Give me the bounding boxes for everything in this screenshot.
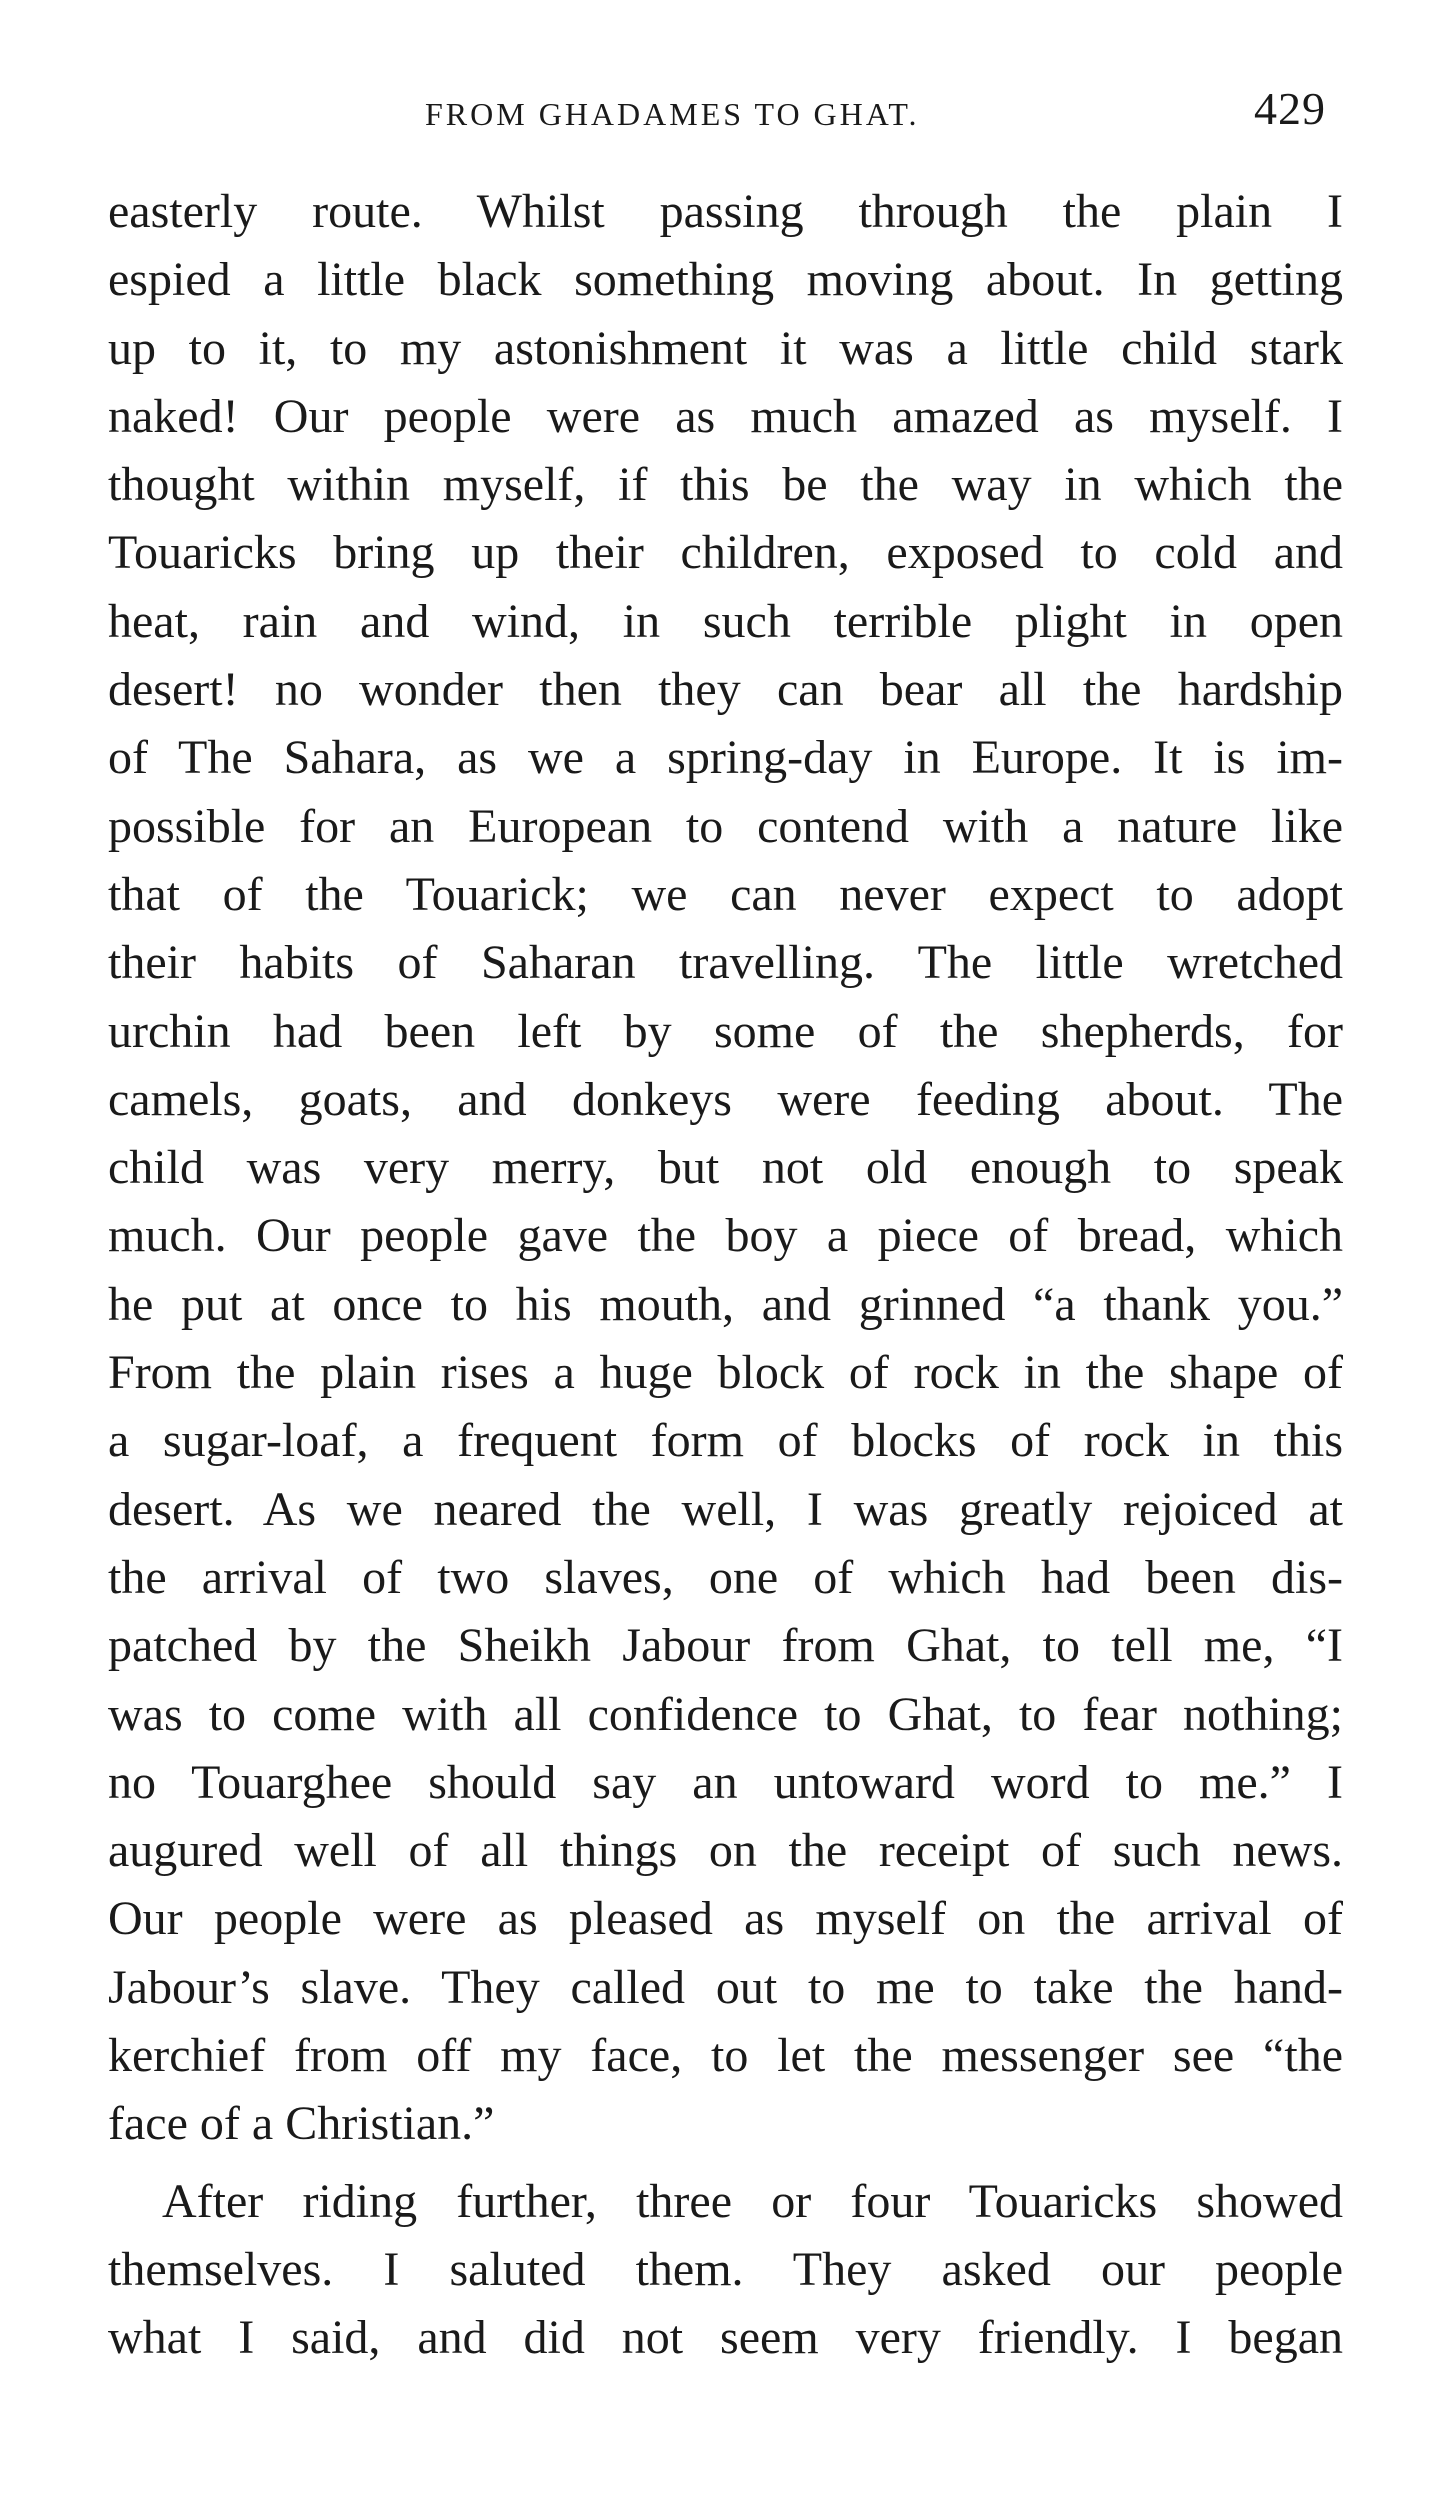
text-line: espied a little black something moving about. In getting (108, 253, 1343, 307)
text-line: that of the Touarick; we can never expect to adopt (108, 867, 1343, 921)
text-line: urchin had been left by some of the shepherds, for (108, 1004, 1343, 1058)
text-line: no Touarghee should say an untoward word to me.” I (108, 1755, 1343, 1809)
text-line: thought within myself, if this be the way in which the (108, 458, 1343, 512)
text-line: naked! Our people were as much amazed as myself. I (108, 389, 1343, 443)
text-line: augured well of all things on the receipt of such news. (108, 1824, 1343, 1878)
text-line: Touaricks bring up their children, exposed to cold and (108, 526, 1343, 580)
text-line: camels, goats, and donkeys were feeding about. The (108, 1072, 1343, 1126)
text-line: After riding further, three or four Touaricks showed (162, 2174, 1343, 2228)
body-text (108, 178, 1343, 2373)
text-line: Our people were as pleased as myself on the arrival of (108, 1892, 1343, 1946)
paragraph-2 (108, 2168, 1343, 2373)
text-line: he put at once to his mouth, and grinned “a thank you.” (108, 1277, 1343, 1331)
text-line: a sugar-loaf, a frequent form of blocks of rock in this (108, 1414, 1343, 1468)
text-line: heat, rain and wind, in such terrible plight in open (108, 594, 1343, 648)
text-line: what I said, and did not seem very friendly. I began (108, 2311, 1343, 2365)
text-line: kerchief from off my face, to let the messenger see “the (108, 2029, 1343, 2083)
text-line: child was very merry, but not old enough to speak (108, 1141, 1343, 1195)
text-line: patched by the Sheikh Jabour from Ghat, to tell me, “I (108, 1619, 1343, 1673)
page-number: 429 (1254, 83, 1326, 134)
text-line: of The Sahara, as we a spring-day in Europe. It is im- (108, 731, 1343, 785)
paragraph-gap (108, 2159, 1343, 2168)
text-line: possible for an European to contend with a nature like (108, 799, 1343, 853)
text-line: face of a Christian.” (108, 2097, 495, 2151)
text-line: Jabour’s slave. They called out to me to take the hand- (108, 1960, 1343, 2014)
text-line: themselves. I saluted them. They asked our people (108, 2242, 1343, 2296)
text-line: desert! no wonder then they can bear all the hardship (108, 663, 1343, 717)
text-line: the arrival of two slaves, one of which had been dis- (108, 1550, 1343, 1604)
running-title: FROM GHADAMES TO GHAT. (425, 96, 920, 132)
running-head (0, 82, 1450, 142)
text-line: much. Our people gave the boy a piece of bread, which (108, 1209, 1343, 1263)
text-line: desert. As we neared the well, I was greatly rejoiced at (108, 1482, 1343, 1536)
paragraph-1 (108, 178, 1343, 2159)
text-line: was to come with all confidence to Ghat, to fear nothing; (108, 1687, 1343, 1741)
text-line: From the plain rises a huge block of rock in the shape of (108, 1346, 1343, 1400)
text-line: easterly route. Whilst passing through the plain I (108, 185, 1343, 238)
text-line: up to it, to my astonishment it was a little child stark (108, 321, 1343, 375)
text-line: their habits of Saharan travelling. The little wretched (108, 936, 1343, 990)
